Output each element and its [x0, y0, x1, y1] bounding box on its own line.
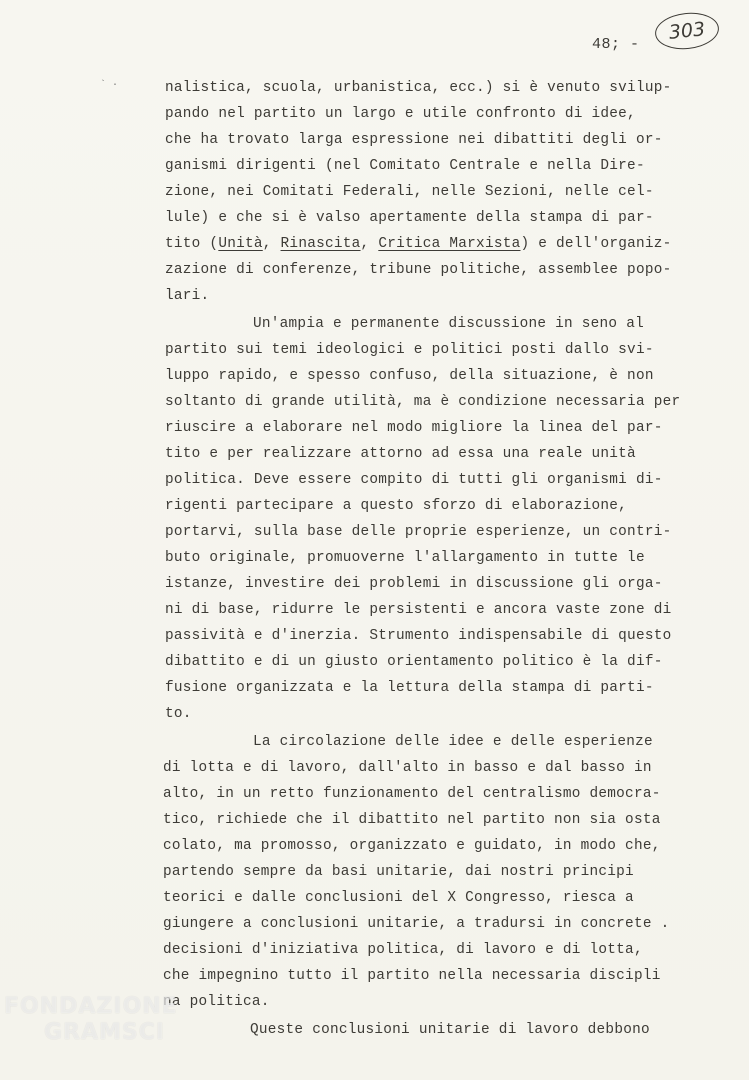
text-line: La circolazione delle idee e delle esperienze [253, 734, 653, 750]
text-line: tico, richiede che il dibattito nel partito non sia osta [163, 812, 661, 828]
text-segment: , [262, 236, 281, 252]
text-line: che impegnino tutto il partito nella necessaria discipli [163, 968, 661, 984]
text-line: passività e d'inerzia. Strumento indispensabile di questo [165, 628, 672, 644]
text-segment: tito ( [165, 236, 219, 252]
text-line: zazione di conferenze, tribune politiche, assemblee popo- [165, 262, 672, 278]
text-line: Queste conclusioni unitarie di lavoro debbono [250, 1022, 650, 1038]
text-line: alto, in un retto funzionamento del centralismo democra- [163, 786, 661, 802]
underlined-title: Rinascita [280, 236, 361, 252]
text-line: to. [165, 706, 192, 722]
underlined-title: Critica Marxista [378, 236, 521, 252]
text-line: riuscire a elaborare nel modo migliore la linea del par- [165, 420, 663, 436]
text-line: zione, nei Comitati Federali, nelle Sezioni, nelle cel- [165, 184, 654, 200]
page-number: 48; - [592, 36, 640, 53]
text-line: luppo rapido, e spesso confuso, della situazione, è non [165, 368, 654, 384]
text-line: politica. Deve essere compito di tutti gli organismi di- [165, 472, 663, 488]
text-line: lari. [165, 288, 210, 304]
text-line: na politica. [163, 994, 270, 1010]
text-line: pando nel partito un largo e utile confronto di idee, [165, 106, 636, 122]
text-line: nalistica, scuola, urbanistica, ecc.) si è venuto svilup- [165, 80, 672, 96]
text-line: istanze, investire dei problemi in discussione gli orga- [165, 576, 663, 592]
text-segment: , [360, 236, 379, 252]
text-line-with-titles [165, 236, 672, 252]
text-line: colato, ma promosso, organizzato e guidato, in modo che, [163, 838, 661, 854]
text-line: Un'ampia e permanente discussione in seno al [253, 316, 644, 332]
watermark-line: GRAMSCI [44, 1020, 166, 1045]
text-line: rigenti partecipare a questo sforzo di elaborazione, [165, 498, 628, 514]
text-line: portarvi, sulla base delle proprie esperienze, un contri- [165, 524, 672, 540]
margin-marks: ` · [100, 80, 119, 91]
text-line: buto originale, promuoverne l'allargamento in tutte le [165, 550, 645, 566]
watermark-line: FONDAZIONE [4, 994, 178, 1019]
text-line: lule) e che si è valso apertamente della stampa di par- [165, 210, 654, 226]
underlined-title: Unità [218, 236, 263, 252]
text-segment: ) e dell'organiz- [520, 236, 672, 252]
text-line: fusione organizzata e la lettura della stampa di parti- [165, 680, 654, 696]
text-line: ganismi dirigenti (nel Comitato Centrale e nella Dire- [165, 158, 645, 174]
text-line: ni di base, ridurre le persistenti e ancora vaste zone di [165, 602, 672, 618]
text-line: soltanto di grande utilità, ma è condizione necessaria per [165, 394, 681, 410]
text-line: partendo sempre da basi unitarie, dai nostri principi [163, 864, 634, 880]
text-line: dibattito e di un giusto orientamento politico è la dif- [165, 654, 663, 670]
foundation-watermark [4, 994, 178, 1046]
text-line: di lotta e di lavoro, dall'alto in basso e dal basso in [163, 760, 652, 776]
text-line: tito e per realizzare attorno ad essa una reale unità [165, 446, 636, 462]
text-line: partito sui temi ideologici e politici posti dallo svi- [165, 342, 654, 358]
text-line: teorici e dalle conclusioni del X Congresso, riesca a [163, 890, 634, 906]
text-line: decisioni d'iniziativa politica, di lavoro e di lotta, [163, 942, 643, 958]
text-line: che ha trovato larga espressione nei dibattiti degli or- [165, 132, 663, 148]
archive-stamp: 303 [653, 10, 720, 52]
text-line: giungere a conclusioni unitarie, a tradursi in concrete . [163, 916, 670, 932]
